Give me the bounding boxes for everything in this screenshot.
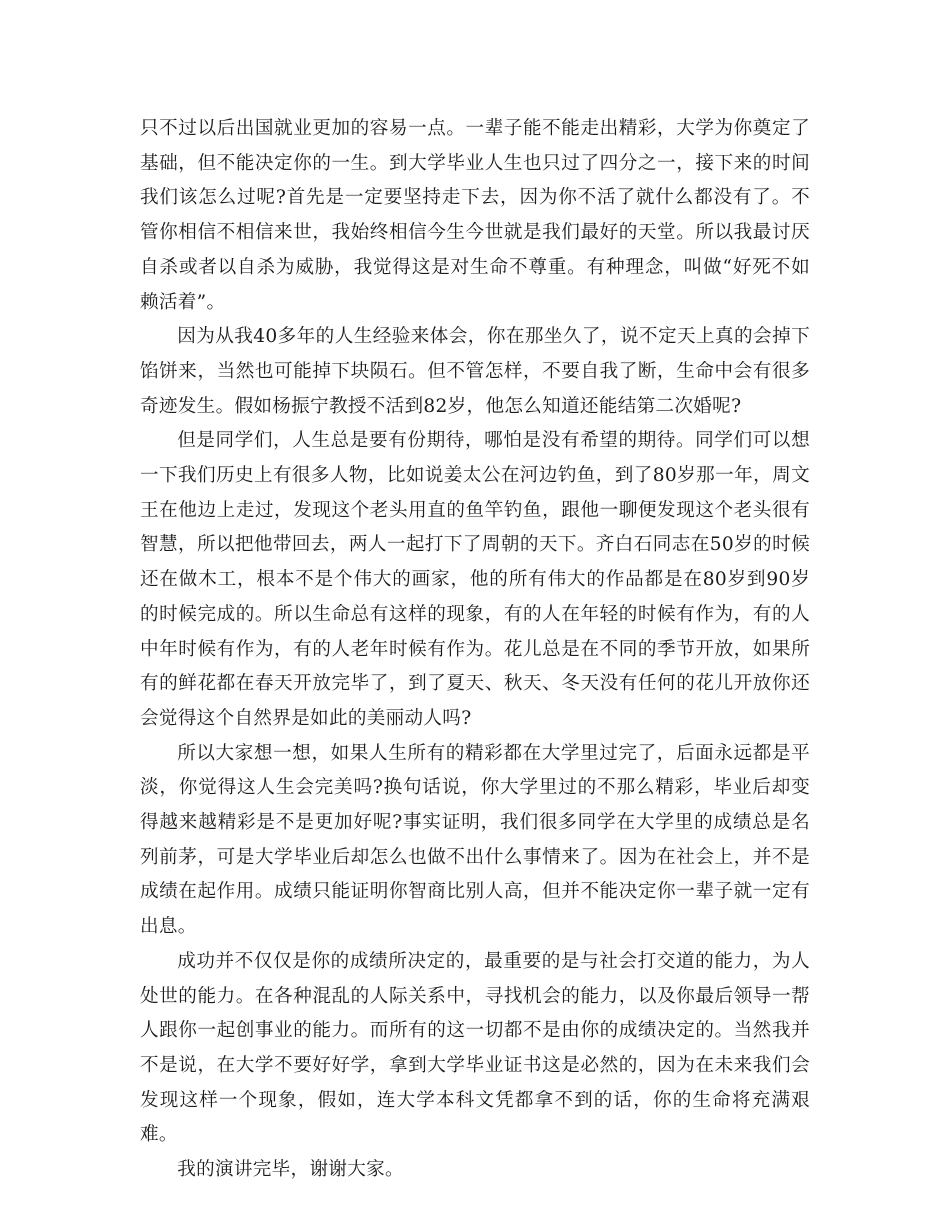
paragraph-4: 所以大家想一想，如果人生所有的精彩都在大学里过完了，后面永远都是平淡，你觉得这人生会完美吗?换句话说，你大学里过的不那么精彩，毕业后却变得越来越精彩是不是更加好呢?事实证明，我们很多同学在大学里的成绩总是名列前茅，可是大学毕业后却怎么也做不出什么事情来了。因为在社会上，并不是成绩在起作用。成绩只能证明你智商比别人高，但并不能决定你一辈子就一定有出息。 bbox=[140, 742, 810, 938]
document-body bbox=[140, 112, 810, 1188]
paragraph-3: 但是同学们，人生总是要有份期待，哪怕是没有希望的期待。同学们可以想一下我们历史上有很多人物，比如说姜太公在河边钓鱼，到了80岁那一年，周文王在他边上走过，发现这个老头用直的鱼竿钓鱼，跟他一聊便发现这个老头很有智慧，所以把他带回去，两人一起打下了周朝的天下。齐白石同志在50岁的时候还在做木工，根本不是个伟大的画家，他的所有伟大的作品都是在80岁到90岁的时候完成的。所以生命总有这样的现象，有的人在年轻的时候有作为，有的人中年时候有作为，有的人老年时候有作为。花儿总是在不同的季节开放，如果所有的鲜花都在春天开放完毕了，到了夏天、秋天、冬天没有任何的花儿开放你还会觉得这个自然界是如此的美丽动人吗? bbox=[140, 430, 810, 729]
paragraph-6: 我的演讲完毕，谢谢大家。 bbox=[177, 1159, 404, 1181]
paragraph-1: 只不过以后出国就业更加的容易一点。一辈子能不能走出精彩，大学为你奠定了基础，但不能决定你的一生。到大学毕业人生也只过了四分之一，接下来的时间我们该怎么过呢?首先是一定要坚持走下去，因为你不活了就什么都没有了。不管你相信不相信来世，我始终相信今生今世就是我们最好的天堂。所以我最讨厌自杀或者以自杀为威胁，我觉得这是对生命不尊重。有种理念，叫做“好死不如赖活着”。 bbox=[140, 118, 810, 313]
paragraph-5: 成功并不仅仅是你的成绩所决定的，最重要的是与社会打交道的能力，为人处世的能力。在各种混乱的人际关系中，寻找机会的能力，以及你最后领导一帮人跟你一起创事业的能力。而所有的这一切都不是由你的成绩决定的。当然我并不是说，在大学不要好好学，拿到大学毕业证书这是必然的，因为在未来我们会发现这样一个现象，假如，连大学本科文凭都拿不到的话，你的生命将充满艰难。 bbox=[140, 950, 810, 1146]
paragraph-2: 因为从我40多年的人生经验来体会，你在那坐久了，说不定天上真的会掉下馅饼来，当然也可能掉下块陨石。但不管怎样，不要自我了断，生命中会有很多奇迹发生。假如杨振宁教授不活到82岁，他怎么知道还能结第二次婚呢? bbox=[140, 326, 810, 417]
